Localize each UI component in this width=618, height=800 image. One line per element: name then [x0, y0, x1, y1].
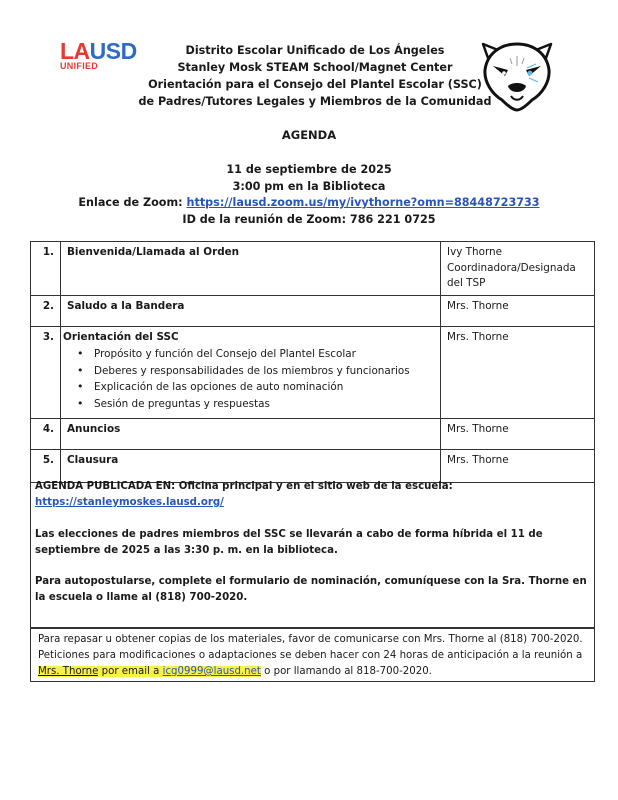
presenter-line: Mrs. Thorne [447, 330, 509, 343]
item-number: 1. [31, 242, 61, 296]
item-number: 4. [31, 418, 61, 449]
materials-note: Para repasar u obtener copias de los materiales, favor de comunicarse con Mrs. Thorne al (818) 700-2020. [38, 634, 583, 645]
logo-usd: USD [89, 38, 137, 64]
list-item: • Explicación de las opciones de auto nominación [63, 379, 434, 396]
agenda-table [30, 241, 595, 483]
logo-unified: UNIFIED [60, 61, 99, 71]
item-bullet-list [63, 346, 434, 412]
school-website-link[interactable]: https://stanleymoskes.lausd.org/ [35, 497, 224, 508]
presenter-cell [441, 418, 595, 449]
zoom-link[interactable]: https://lausd.zoom.us/my/ivythorne?omn=88448723733 [186, 196, 540, 209]
published-label: AGENDA PUBLICADA EN: Oficina principal y en el sitio web de la escuela: [35, 481, 453, 492]
item-title: Orientación del SSC [63, 330, 179, 343]
zoom-meeting-id: ID de la reunión de Zoom: 786 221 0725 [182, 212, 436, 226]
contact-by-email: por email a [98, 666, 163, 677]
meeting-date: 11 de septiembre de 2025 [226, 163, 392, 176]
presenter-line: del TSP [447, 277, 486, 289]
item-number: 3. [31, 326, 61, 418]
meeting-audience: de Padres/Tutores Legales y Miembros de la Comunidad [138, 95, 492, 108]
list-item: • Propósito y función del Consejo del Plantel Escolar [63, 346, 434, 363]
presenter-line: Mrs. Thorne [447, 422, 509, 435]
presenter-line: Mrs. Thorne [447, 299, 509, 312]
school-name: Stanley Mosk STEAM School/Magnet Center [177, 61, 453, 74]
contact-name: Mrs. Thorne [38, 666, 99, 677]
presenter-cell [441, 295, 595, 326]
nomination-note: Para autopostularse, complete el formulario de nominación, comuníquese con la Sra. Thorne en la escuela o llame al (818) 700-2020. [35, 576, 587, 603]
presenter-line: Coordinadora/Designada [447, 261, 576, 274]
item-title: Saludo a la Bandera [67, 299, 185, 312]
contact-email-link[interactable]: icg0999@lausd.net [162, 666, 261, 677]
list-item: • Sesión de preguntas y respuestas [63, 396, 434, 413]
presenter-cell [441, 326, 595, 418]
item-cell [61, 418, 441, 449]
item-cell [61, 242, 441, 296]
meeting-purpose: Orientación para el Consejo del Plantel Escolar (SSC) [148, 78, 482, 91]
item-cell [61, 326, 441, 418]
table-row [31, 242, 595, 296]
contact-phone: o por llamando al 818-700-2020. [260, 666, 432, 677]
presenter-line: Ivy Thorne [447, 246, 503, 258]
presenter-cell [441, 242, 595, 296]
document-header [120, 42, 510, 110]
list-item: • Deberes y responsabilidades de los miembros y funcionarios [63, 363, 434, 380]
item-title: Bienvenida/Llamada al Orden [67, 246, 240, 258]
item-number: 5. [31, 449, 61, 482]
item-title: Clausura [67, 453, 119, 466]
zoom-link-line [0, 195, 618, 212]
published-at-note [35, 479, 590, 511]
meeting-info [0, 162, 618, 228]
item-title: Anuncios [67, 422, 121, 435]
table-row [31, 418, 595, 449]
presenter-line: Mrs. Thorne [447, 453, 509, 466]
accessibility-footer [30, 628, 595, 682]
agenda-notes [30, 476, 595, 628]
accommodations-note: Peticiones para modificaciones o adaptaciones se deben hacer con 24 horas de anticipación a la reunión a [38, 650, 583, 661]
table-row [31, 295, 595, 326]
logo-la: LA [60, 38, 90, 64]
zoom-label: Enlace de Zoom: [78, 196, 187, 209]
table-row [31, 326, 595, 418]
elections-note: Las elecciones de padres miembros del SSC se llevarán a cabo de forma híbrida el 11 de septiembre de 2025 a las 3:30 p. m. en la biblioteca. [35, 529, 543, 556]
item-cell [61, 295, 441, 326]
item-number: 2. [31, 295, 61, 326]
district-name: Distrito Escolar Unificado de Los Ángeles [185, 44, 445, 57]
meeting-time: 3:00 pm en la Biblioteca [232, 179, 386, 193]
contact-line [38, 664, 587, 680]
agenda-title: AGENDA [281, 128, 337, 142]
